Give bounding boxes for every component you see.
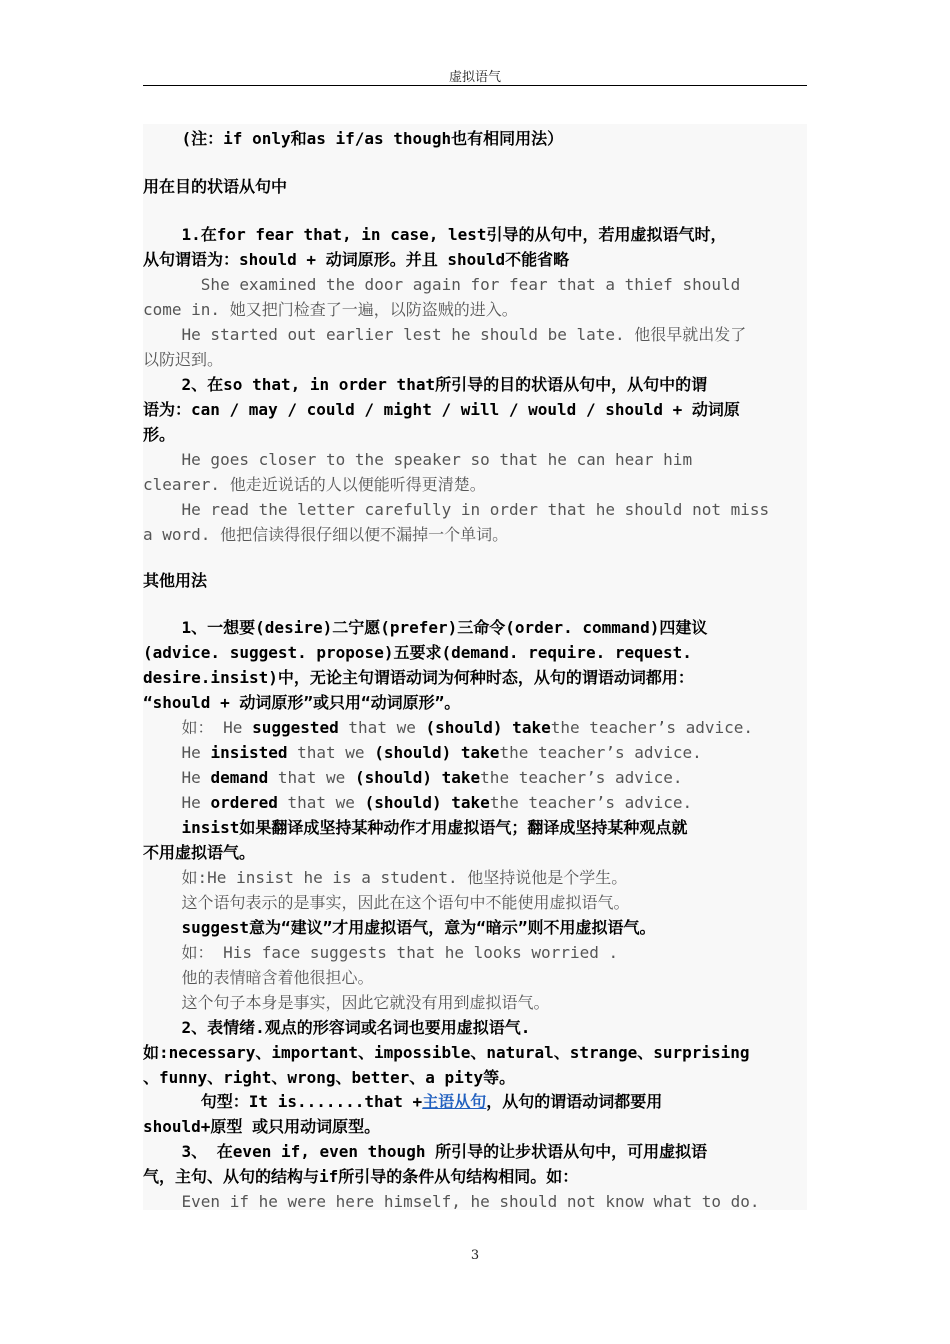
text-line bbox=[143, 322, 746, 347]
text-run: that we bbox=[277, 793, 365, 812]
text-run: the teacher’s advice. bbox=[489, 793, 693, 812]
header-title: 虚拟语气 bbox=[448, 70, 501, 85]
text-run: 句型：It is.......that + bbox=[143, 1092, 423, 1111]
text-line bbox=[143, 915, 656, 940]
text-run: the teacher’s advice. bbox=[499, 743, 702, 762]
text-run: 这个句子本身是事实，因此它就没有用到虚拟语气。 bbox=[143, 993, 550, 1012]
text-line bbox=[143, 174, 287, 199]
text-run: ordered bbox=[210, 793, 278, 812]
text-run: insisted bbox=[210, 743, 288, 762]
text-line bbox=[143, 790, 692, 815]
text-line bbox=[143, 126, 563, 151]
text-line bbox=[143, 297, 518, 322]
text-line bbox=[143, 1139, 707, 1164]
text-line bbox=[143, 740, 702, 765]
text-run: 形。 bbox=[143, 425, 176, 444]
subject-clause-link[interactable]: 主语从句 bbox=[422, 1092, 487, 1111]
text-line bbox=[143, 472, 486, 497]
text-line bbox=[143, 690, 460, 715]
text-line bbox=[143, 765, 682, 790]
text-run: the teacher’s advice. bbox=[480, 768, 683, 787]
text-run: suggest意为“建议”才用虚拟语气，意为“暗示”则不用虚拟语气。 bbox=[143, 918, 656, 937]
text-line bbox=[143, 1189, 760, 1214]
text-run: 、funny、right、wrong、better、a pity等。 bbox=[143, 1068, 516, 1087]
text-run: (注：if only和as if/as though也有相同用法） bbox=[143, 129, 564, 148]
text-line bbox=[143, 640, 692, 665]
text-run: (should) take bbox=[374, 743, 500, 762]
text-run: 语为：can / may / could / might / will / would / should + 动词原 bbox=[143, 400, 740, 419]
text-line bbox=[143, 1089, 662, 1114]
text-line bbox=[143, 568, 207, 593]
text-line bbox=[143, 840, 255, 865]
text-line bbox=[143, 222, 727, 247]
text-line bbox=[143, 865, 627, 890]
text-run: 气，主句、从句的结构与if所引导的条件从句结构相同。如： bbox=[143, 1167, 579, 1186]
page-number: 3 bbox=[470, 1248, 480, 1263]
text-run: (should) take bbox=[354, 768, 481, 787]
text-run: He started out earlier lest he should be late. 他很早就出发了 bbox=[143, 325, 747, 344]
text-run: the teacher’s advice. bbox=[550, 718, 754, 737]
text-run: that we bbox=[287, 743, 375, 762]
text-run: demand bbox=[210, 768, 269, 787]
text-line bbox=[143, 447, 692, 472]
text-run: ，从句的谓语动词都要用 bbox=[486, 1092, 663, 1111]
text-run: 其他用法 bbox=[143, 571, 208, 590]
text-line bbox=[143, 715, 753, 740]
text-line bbox=[143, 1114, 380, 1139]
text-run: 以防迟到。 bbox=[143, 350, 224, 369]
header-rule bbox=[143, 85, 807, 86]
text-run: 1.在for fear that, in case, lest引导的从句中，若用虚拟语气时， bbox=[143, 225, 727, 244]
text-line bbox=[143, 1065, 515, 1090]
text-line bbox=[143, 272, 740, 297]
text-run: He goes closer to the speaker so that he can hear him bbox=[143, 450, 693, 469]
text-run: suggested bbox=[252, 718, 339, 737]
text-run: He bbox=[143, 768, 211, 787]
text-run: that we bbox=[268, 768, 355, 787]
text-line bbox=[143, 965, 374, 990]
text-line bbox=[143, 422, 175, 447]
text-run: 2、表情绪.观点的形容词或名词也要用虚拟语气. bbox=[143, 1018, 531, 1037]
text-line bbox=[143, 940, 618, 965]
text-run: should+原型 或只用动词原型。 bbox=[143, 1117, 381, 1136]
text-run: (should) take bbox=[364, 793, 490, 812]
text-run: 用在目的状语从句中 bbox=[143, 177, 288, 196]
text-run: insist如果翻译成坚持某种动作才用虚拟语气；翻译成坚持某种观点就 bbox=[143, 818, 688, 837]
text-line bbox=[143, 990, 550, 1015]
text-run: 不用虚拟语气。 bbox=[143, 843, 256, 862]
text-run: Even if he were here himself, he should not know what to do. bbox=[143, 1192, 760, 1211]
text-line bbox=[143, 1015, 530, 1040]
text-run: 他的表情暗含着他很担心。 bbox=[143, 968, 374, 987]
text-run: (should) take bbox=[425, 718, 551, 737]
text-line bbox=[143, 615, 707, 640]
text-run: that we bbox=[338, 718, 426, 737]
text-line bbox=[143, 372, 707, 397]
text-line bbox=[143, 347, 223, 372]
text-line bbox=[143, 815, 687, 840]
text-line bbox=[143, 665, 694, 690]
text-run: (advice. suggest. propose)五要求(demand. require. request. bbox=[143, 643, 692, 662]
text-run: 如:necessary、important、impossible、natural、strange、surprising bbox=[143, 1043, 750, 1062]
text-run: 如:He insist he is a student. 他坚持说他是个学生。 bbox=[143, 868, 628, 887]
text-run: desire.insist)中，无论主句谓语动词为何种时态，从句的谓语动词都用： bbox=[143, 668, 694, 687]
text-run: 如： His face suggests that he looks worried . bbox=[143, 943, 619, 962]
text-run: 2、在so that, in order that所引导的目的状语从句中，从句中的谓 bbox=[143, 375, 708, 394]
text-line bbox=[143, 247, 569, 272]
text-line bbox=[143, 497, 769, 522]
text-run: He read the letter carefully in order that he should not miss bbox=[143, 500, 770, 519]
text-line bbox=[143, 1164, 578, 1189]
text-run: 3、 在even if, even though 所引导的让步状语从句中，可用虚拟语 bbox=[143, 1142, 708, 1161]
text-run: 如： He bbox=[143, 718, 253, 737]
text-line bbox=[143, 1040, 750, 1065]
text-run: a word. 他把信读得很仔细以便不漏掉一个单词。 bbox=[143, 525, 509, 544]
text-run: He bbox=[143, 743, 211, 762]
text-line bbox=[143, 397, 740, 422]
text-run: come in. 她又把门检查了一遍，以防盗贼的进入。 bbox=[143, 300, 518, 319]
text-line bbox=[143, 522, 508, 547]
text-run: 1、一想要(desire)二宁愿(prefer)三命令(order. command)四建议 bbox=[143, 618, 708, 637]
text-line bbox=[143, 890, 630, 915]
text-run: “should + 动词原形”或只用“动词原形”。 bbox=[143, 693, 461, 712]
text-run: clearer. 他走近说话的人以便能听得更清楚。 bbox=[143, 475, 486, 494]
text-run: She examined the door again for fear that a thief should bbox=[143, 275, 741, 294]
text-run: He bbox=[143, 793, 211, 812]
text-run: 从句谓语为：should + 动词原形。并且 should不能省略 bbox=[143, 250, 570, 269]
text-run: 这个语句表示的是事实，因此在这个语句中不能使用虚拟语气。 bbox=[143, 893, 630, 912]
